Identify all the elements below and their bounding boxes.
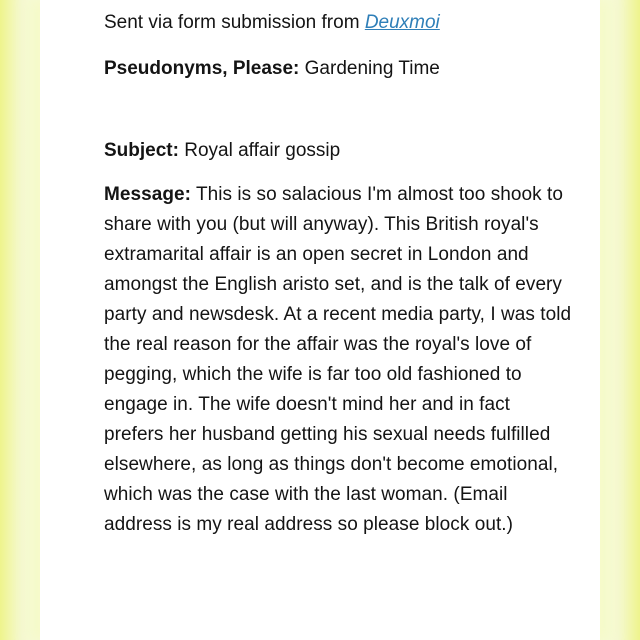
pseudonym-field <box>104 54 574 84</box>
deuxmoi-link[interactable]: Deuxmoi <box>364 12 440 33</box>
subject-value: Royal affair gossip <box>178 140 341 161</box>
pseudonym-label: Pseudonyms, Please: <box>104 58 300 79</box>
pseudonym-value: Gardening Time <box>299 58 440 79</box>
subject-field <box>104 136 574 166</box>
subject-label: Subject: <box>104 140 179 161</box>
message-label: Message: <box>104 184 191 205</box>
message-field <box>104 180 574 540</box>
sender-text: Sent via form submission from <box>104 12 365 33</box>
sender-line <box>104 8 574 38</box>
email-body <box>104 6 574 540</box>
message-value: This is so salacious I'm almost too shook to share with you (but will anyway). This British royal's extramarital affair is an open secret in London and amongst the English aristo set, and is the talk of every party and newsdesk. At a recent media party, I was told the real reason for the affair was the royal's love of pegging, which the wife is far too old fashioned to engage in. The wife doesn't mind her and in fact prefers her husband getting his sexual needs fulfilled elsewhere, as long as things don't become emotional, which was the case with the last woman. (Email address is my real address so please block out.) <box>104 184 572 535</box>
